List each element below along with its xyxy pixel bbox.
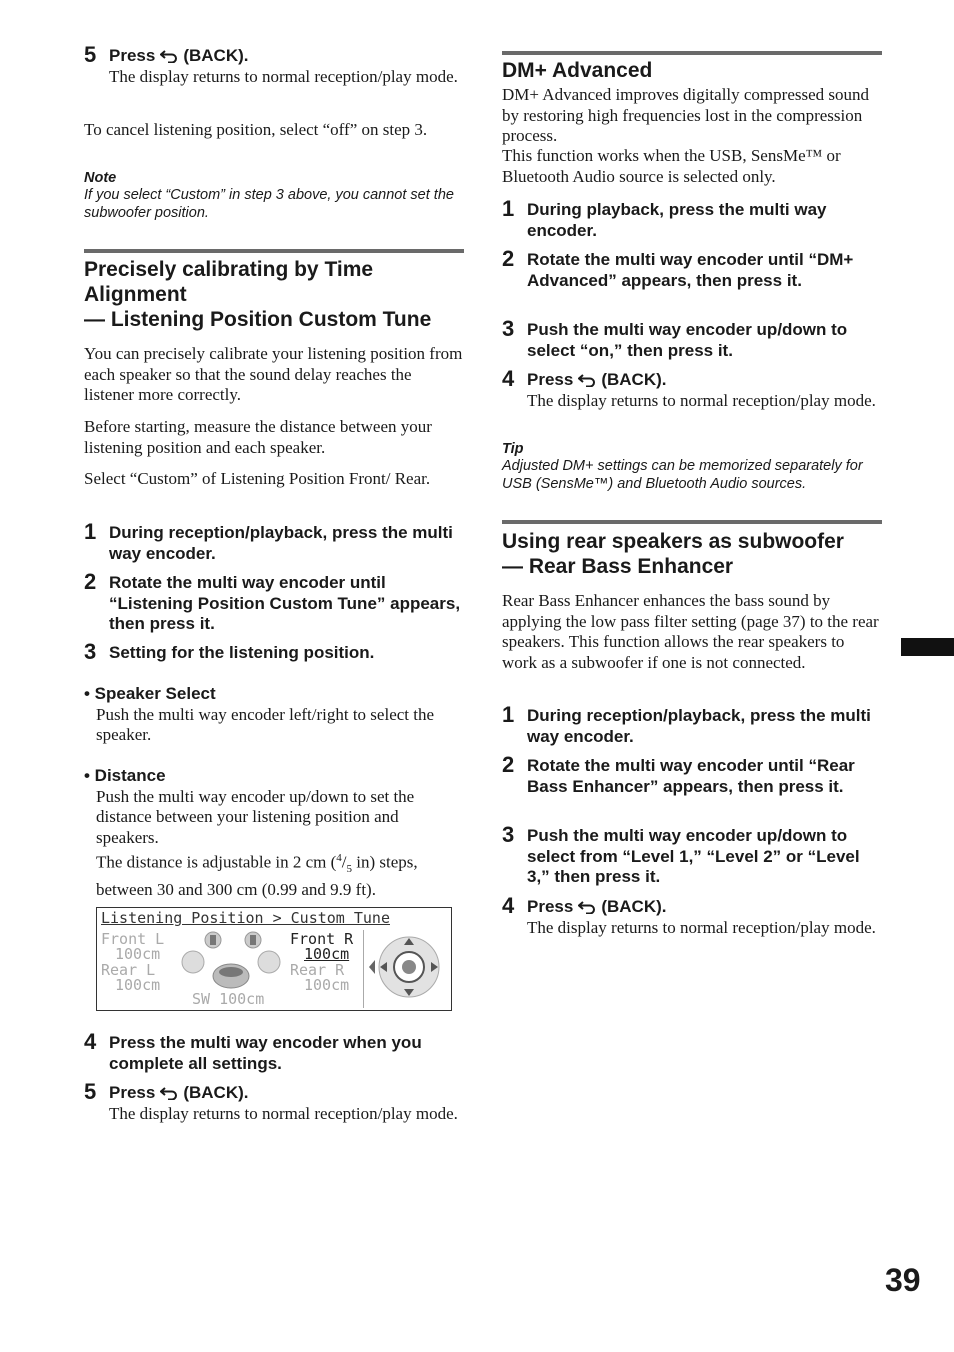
- back-arrow-icon: [578, 373, 598, 387]
- lcd-display-illustration: [96, 907, 452, 1011]
- note-block: [84, 170, 464, 222]
- step-2: [84, 569, 464, 635]
- note-label: Note: [84, 170, 117, 186]
- back-arrow-icon: [160, 1086, 180, 1100]
- cancel-text: To cancel listening position, select “off” on step 3.: [84, 120, 428, 139]
- step-instruction: Setting for the listening position.: [109, 643, 375, 662]
- lcd-rear-r-value: 100cm: [304, 976, 350, 994]
- step-5-top: [84, 42, 464, 87]
- select-custom-paragraph: Select “Custom” of Listening Position Front/ Rear.: [84, 469, 431, 488]
- speaker-layout-icon: [173, 930, 293, 1000]
- bullet-body: Push the multi way encoder up/down to set the distance between your listening position and speakers.: [96, 786, 415, 847]
- step-description: The display returns to normal reception/play mode.: [109, 66, 458, 86]
- section-heading-rear-bass-enhancer: Using rear speakers as subwoofer — Rear Bass Enhancer: [502, 530, 844, 578]
- step-number: 2: [502, 752, 515, 777]
- step-description: The display returns to normal reception/play mode.: [527, 917, 876, 937]
- lcd-front-l-value: 100cm: [115, 945, 161, 963]
- step-instruction: Rotate the multi way encoder until “Rear Bass Enhancer” appears, then press it.: [527, 756, 855, 796]
- lcd-rear-r: Rear R: [290, 961, 345, 979]
- dm-paragraph-1: DM+ Advanced improves digitally compressed sound by restoring high frequencies lost in the compression process.: [502, 85, 870, 145]
- step-number: 3: [502, 822, 515, 847]
- step-instruction: Rotate the multi way encoder until “Listening Position Custom Tune” appears, then press it.: [109, 573, 461, 633]
- note-text: If you select “Custom” in step 3 above, you cannot set the subwoofer position.: [84, 187, 454, 221]
- step-instruction: Press (BACK).: [527, 370, 667, 389]
- tip-label: Tip: [502, 441, 524, 457]
- back-arrow-icon: [160, 49, 180, 63]
- tip-block: [502, 441, 882, 493]
- bullet-speaker-select: [84, 684, 464, 746]
- step-number: 3: [502, 316, 515, 341]
- step-4: [84, 1029, 464, 1074]
- bullet-title: • Distance: [84, 766, 166, 785]
- step-instruction: Push the multi way encoder up/down to select “on,” then press it.: [527, 320, 848, 360]
- lcd-subwoofer: SW 100cm: [192, 990, 265, 1008]
- lcd-front-r-value: 100cm: [304, 945, 350, 963]
- rbe-step-1: [502, 702, 882, 747]
- step-number: 5: [84, 1079, 97, 1104]
- step-instruction: Press (BACK).: [527, 897, 667, 916]
- step-number: 1: [502, 702, 515, 727]
- intro-paragraph: You can precisely calibrate your listening position from each speaker so that the sound delay reaches the listener more correctly.: [84, 344, 463, 404]
- lcd-rear-l: Rear L: [101, 961, 156, 979]
- section-rule: [502, 520, 882, 524]
- lcd-rear-l-value: 100cm: [115, 976, 161, 994]
- rbe-step-2: [502, 752, 882, 797]
- step-instruction: Push the multi way encoder up/down to select from “Level 1,” “Level 2” or “Level 3,” then press it.: [527, 826, 860, 886]
- step-number: 1: [502, 196, 515, 221]
- step-description: The display returns to normal reception/play mode.: [527, 390, 876, 410]
- rbe-step-3: [502, 822, 882, 888]
- step-number: 2: [502, 246, 515, 271]
- step-number: 4: [502, 893, 515, 918]
- section-heading-dm-advanced: DM+ Advanced: [502, 59, 653, 82]
- step-number: 4: [84, 1029, 97, 1054]
- tip-text: Adjusted DM+ settings can be memorized separately for USB (SensMe™) and Bluetooth Audio sources.: [502, 458, 863, 492]
- section-heading-time-alignment: Precisely calibrating by Time Alignment — Listening Position Custom Tune: [84, 258, 432, 331]
- step-3: [84, 639, 464, 664]
- dm-step-3: [502, 316, 882, 361]
- bullet-body-range: The distance is adjustable in 2 cm ($^4/_5$ in) steps, between 30 and 300 cm (0.99 and 9.9 ft).: [96, 852, 418, 899]
- step-instruction: During reception/playback, press the multi way encoder.: [109, 523, 453, 563]
- lcd-front-l: Front L: [101, 930, 165, 948]
- lcd-front-r: Front R: [290, 930, 354, 948]
- dm-step-2: [502, 246, 882, 291]
- step-instruction: During playback, press the multi way encoder.: [527, 200, 827, 240]
- page-number: 39: [885, 1262, 921, 1298]
- step-1: [84, 519, 464, 564]
- section-rule: [84, 249, 464, 253]
- bullet-title: • Speaker Select: [84, 684, 216, 703]
- multi-way-encoder-icon: [367, 934, 445, 1000]
- side-thumb-tab: [901, 638, 954, 656]
- step-instruction: Rotate the multi way encoder until “DM+ Advanced” appears, then press it.: [527, 250, 854, 290]
- step-number: 5: [84, 42, 97, 67]
- lcd-divider: [363, 930, 364, 1008]
- step-number: 3: [84, 639, 97, 664]
- step-number: 4: [502, 366, 515, 391]
- step-instruction: During reception/playback, press the multi way encoder.: [527, 706, 871, 746]
- rbe-step-4: [502, 893, 882, 938]
- dm-paragraph-2: This function works when the USB, SensMe™ or Bluetooth Audio source is selected only.: [502, 146, 841, 186]
- bullet-body: Push the multi way encoder left/right to select the speaker.: [96, 704, 435, 744]
- bullet-distance: [84, 766, 464, 900]
- step-number: 1: [84, 519, 97, 544]
- step-instruction: Press (BACK).: [109, 46, 249, 65]
- back-arrow-icon: [578, 900, 598, 914]
- lcd-header: Listening Position > Custom Tune: [101, 909, 390, 927]
- step-number: 2: [84, 569, 97, 594]
- dm-step-1: [502, 196, 882, 241]
- step-instruction: Press the multi way encoder when you complete all settings.: [109, 1033, 422, 1073]
- step-description: The display returns to normal reception/play mode.: [109, 1103, 458, 1123]
- step-instruction: Press (BACK).: [109, 1083, 249, 1102]
- dm-step-4: [502, 366, 882, 411]
- section-rule: [502, 51, 882, 55]
- before-starting-paragraph: Before starting, measure the distance between your listening position and each speaker.: [84, 417, 432, 457]
- rbe-paragraph: Rear Bass Enhancer enhances the bass sound by applying the low pass filter setting (page 37) to the rear speakers. This function allows the rear speakers to work as a subwoofer if one is not connected.: [502, 591, 879, 672]
- step-5: [84, 1079, 464, 1124]
